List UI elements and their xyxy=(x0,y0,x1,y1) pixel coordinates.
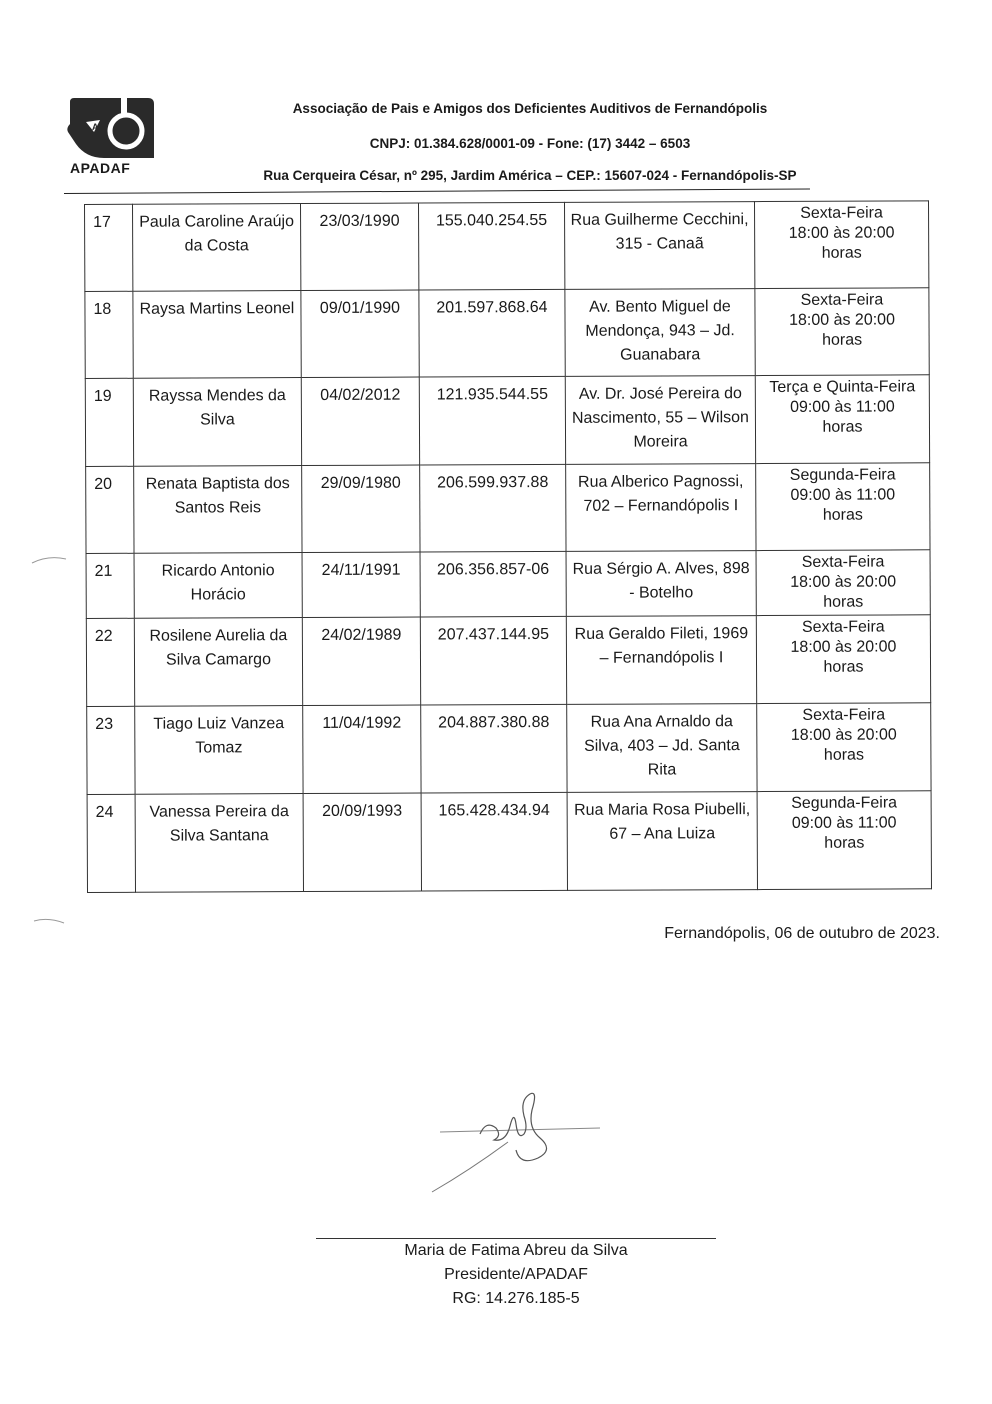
schedule xyxy=(756,615,930,704)
signer-role: Presidente/APADAF xyxy=(444,1266,588,1283)
schedule-unit: horas xyxy=(823,658,864,676)
schedule-day: Segunda-Feira xyxy=(789,466,896,484)
org-name: Associação de Pais e Amigos dos Deficientes Auditivos de Fernandópolis xyxy=(292,101,768,116)
member-name: Vanessa Pereira da Silva Santana xyxy=(135,794,303,893)
row-number: 23 xyxy=(87,706,135,794)
schedule-time: 18:00 às 20:00 xyxy=(789,311,895,329)
schedule-day: Terça e Quinta-Feira xyxy=(769,378,916,397)
document-number: 206.599.937.88 xyxy=(420,464,566,552)
schedule-unit: horas xyxy=(822,331,863,349)
schedule xyxy=(757,703,931,792)
schedule-unit: horas xyxy=(821,244,862,262)
members-table xyxy=(84,200,932,893)
schedule-time: 09:00 às 11:00 xyxy=(790,398,895,416)
member-address: Av. Dr. José Pereira do Nascimento, 55 – Wilson Moreira xyxy=(565,376,755,465)
row-number: 22 xyxy=(86,618,134,706)
member-address: Rua Guilherme Cecchini, 315 - Canaã xyxy=(564,202,754,290)
schedule-unit: horas xyxy=(822,418,863,436)
schedule-day: Sexta-Feira xyxy=(800,291,884,309)
document-number: 165.428.434.94 xyxy=(421,792,567,891)
schedule-time: 18:00 às 20:00 xyxy=(790,573,897,591)
schedule-day: Sexta-Feira xyxy=(801,618,885,636)
birth-date: 24/02/1989 xyxy=(302,617,420,706)
table-row xyxy=(86,463,930,554)
row-number: 21 xyxy=(86,553,134,618)
signer-name: Maria de Fatima Abreu da Silva xyxy=(404,1242,628,1259)
schedule xyxy=(754,201,928,289)
member-address: Rua Sérgio A. Alves, 898 - Botelho xyxy=(566,551,756,617)
document-number: 204.887.380.88 xyxy=(421,704,567,793)
schedule xyxy=(756,463,930,551)
signature-line xyxy=(316,1238,716,1239)
document-number: 201.597.868.64 xyxy=(419,289,565,377)
member-name: Tiago Luiz Vanzea Tomaz xyxy=(135,706,303,795)
member-address: Rua Maria Rosa Piubelli, 67 – Ana Luiza xyxy=(567,792,757,891)
handwritten-signature-icon xyxy=(420,1080,620,1200)
schedule-time: 09:00 às 11:00 xyxy=(790,486,896,504)
table-row xyxy=(85,288,929,379)
schedule-unit: horas xyxy=(824,834,865,852)
schedule xyxy=(756,550,930,616)
member-name: Raysa Martins Leonel xyxy=(133,291,301,379)
svg-text:A: A xyxy=(92,122,99,132)
table-row xyxy=(87,791,931,893)
birth-date: 24/11/1991 xyxy=(302,552,420,618)
document-number: 155.040.254.55 xyxy=(418,202,564,290)
margin-mark xyxy=(30,552,70,562)
table-row xyxy=(87,703,931,795)
birth-date: 23/03/1990 xyxy=(301,203,419,291)
table-row xyxy=(86,550,930,619)
member-address: Rua Geraldo Fileti, 1969 – Fernandópolis I xyxy=(566,616,756,705)
logo-label: APADAF xyxy=(70,160,131,176)
document-number: 206.356.857-06 xyxy=(420,551,566,617)
row-number: 24 xyxy=(87,794,135,892)
member-name: Renata Baptista dos Santos Reis xyxy=(134,466,302,554)
margin-mark xyxy=(30,912,70,922)
birth-date: 09/01/1990 xyxy=(301,290,419,378)
row-number: 18 xyxy=(85,291,133,378)
schedule-time: 18:00 às 20:00 xyxy=(790,726,897,744)
schedule-day: Sexta-Feira xyxy=(801,553,885,571)
schedule-day: Segunda-Feira xyxy=(791,794,898,812)
cnpj-line: CNPJ: 01.384.628/0001-09 - Fone: (17) 3442 – 6503 xyxy=(369,136,691,151)
document-date: Fernandópolis, 06 de outubro de 2023. xyxy=(664,925,940,942)
document-number: 121.935.544.55 xyxy=(419,376,565,465)
table-row xyxy=(85,201,929,292)
member-address: Rua Ana Arnaldo da Silva, 403 – Jd. Santa Rita xyxy=(567,704,757,793)
member-address: Rua Alberico Pagnossi, 702 – Fernandópolis I xyxy=(566,464,756,552)
schedule-time: 18:00 às 20:00 xyxy=(788,224,895,242)
schedule xyxy=(757,791,931,890)
schedule-unit: horas xyxy=(822,506,863,524)
row-number: 19 xyxy=(85,378,133,466)
header-divider xyxy=(64,188,810,194)
birth-date: 11/04/1992 xyxy=(303,705,421,794)
document-number: 207.437.144.95 xyxy=(420,616,566,705)
schedule-time: 09:00 às 11:00 xyxy=(791,814,897,832)
address-line: Rua Cerqueira César, nº 295, Jardim América – CEP.: 15607-024 - Fernandópolis-SP xyxy=(263,168,797,183)
table-row xyxy=(86,615,930,707)
member-name: Ricardo Antonio Horácio xyxy=(134,553,302,619)
schedule-day: Sexta-Feira xyxy=(800,204,883,222)
birth-date: 29/09/1980 xyxy=(302,465,420,553)
table-row xyxy=(85,375,929,467)
birth-date: 04/02/2012 xyxy=(301,377,419,466)
row-number: 17 xyxy=(85,204,133,291)
schedule xyxy=(755,288,929,376)
schedule-day: Sexta-Feira xyxy=(802,706,886,724)
member-address: Av. Bento Miguel de Mendonça, 943 – Jd. Guanabara xyxy=(565,289,755,377)
schedule-time: 18:00 às 20:00 xyxy=(790,638,897,656)
schedule-unit: horas xyxy=(823,593,864,611)
schedule xyxy=(755,375,929,464)
member-name: Paula Caroline Araújo da Costa xyxy=(133,204,301,292)
birth-date: 20/09/1993 xyxy=(303,793,421,892)
signer-rg: RG: 14.276.185-5 xyxy=(452,1290,580,1307)
schedule-unit: horas xyxy=(823,746,864,764)
row-number: 20 xyxy=(86,466,134,553)
member-name: Rosilene Aurelia da Silva Camargo xyxy=(134,618,302,707)
member-name: Rayssa Mendes da Silva xyxy=(133,378,301,467)
